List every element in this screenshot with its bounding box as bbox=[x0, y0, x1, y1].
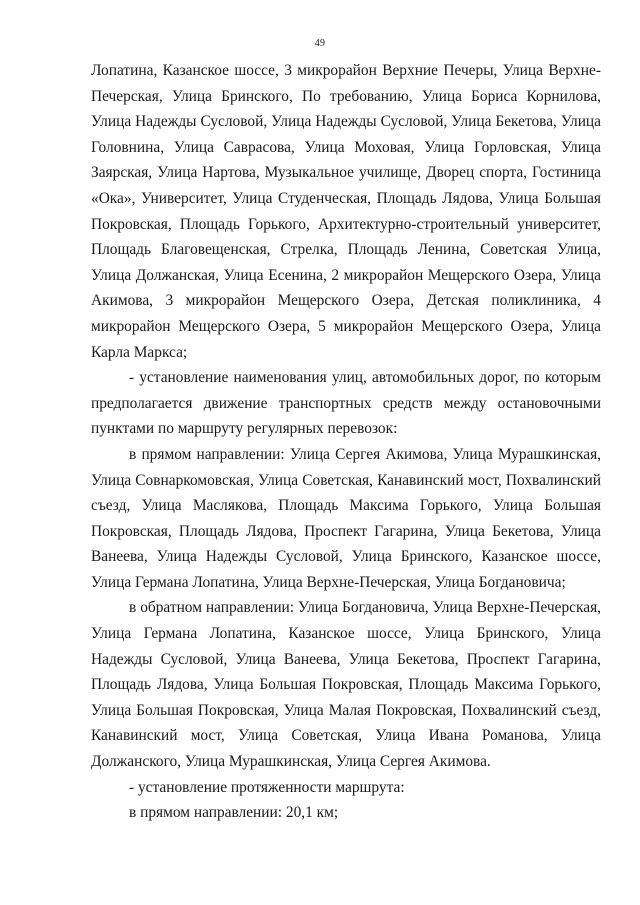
page-number: 49 bbox=[314, 38, 326, 49]
paragraph-street-names-heading: - установление наименования улиц, автомобильных дорог, по которым предполагается движение транспортных средств между остановочными пунктами по маршруту регулярных перевозок: bbox=[91, 369, 601, 438]
document-body bbox=[91, 58, 601, 826]
paragraph-reverse-direction: в обратном направлении: Улица Богдановича, Улица Верхне-Печерская, Улица Германа Лопатина, Казанское шоссе, Улица Бринского, Улица Надежды Сусловой, Улица Ванеева, Улица Бекетова, Проспект Гагарина, Площадь Лядова, Улица Большая Покровская, Площадь Максима Горького, Улица Большая Покровская, Улица Малая Покровская, Похвалинский съезд, Канавинский мост, Улица Советская, Улица Ивана Романова, Улица Должанского, Улица Мурашкинская, Улица Сергея Акимова. bbox=[91, 599, 601, 771]
paragraph-forward-length: в прямом направлении: 20,1 км; bbox=[129, 804, 339, 822]
paragraph-route-length-heading: - установление протяженности маршрута: bbox=[129, 778, 405, 796]
paragraph-forward-direction: в прямом направлении: Улица Сергея Акимова, Улица Мурашкинская, Улица Совнаркомовская, Улица Советская, Канавинский мост, Похвалинский съезд, Улица Маслякова, Площадь Максима Горького, Улица Большая Покровская, Площадь Лядова, Проспект Гагарина, Улица Бекетова, Улица Ванеева, Улица Надежды Сусловой, Улица Бринского, Казанское шоссе, Улица Германа Лопатина, Улица Верхне-Печерская, Улица Богдановича; bbox=[91, 445, 601, 591]
paragraph-stop-list-continuation: Лопатина, Казанское шоссе, 3 микрорайон Верхние Печеры, Улица Верхне-Печерская, Улица Бринского, По требованию, Улица Бориса Корнилова, Улица Надежды Сусловой, Улица Надежды Сусловой, Улица Бекетова, Улица Головнина, Улица Саврасова, Улица Моховая, Улица Горловская, Улица Заярская, Улица Нартова, Музыкальное училище, Дворец спорта, Гостиница «Ока», Университет, Улица Студенческая, Площадь Лядова, Улица Большая Покровская, Площадь Горького, Архитектурно-строительный университет, Площадь Благовещенская, Стрелка, Площадь Ленина, Советская Улица, Улица Должанская, Улица Есенина, 2 микрорайон Мещерского Озера, Улица Акимова, 3 микрорайон Мещерского Озера, Детская поликлиника, 4 микрорайон Мещерского Озера, 5 микрорайон Мещерского Озера, Улица Карла Маркса; bbox=[91, 62, 601, 361]
